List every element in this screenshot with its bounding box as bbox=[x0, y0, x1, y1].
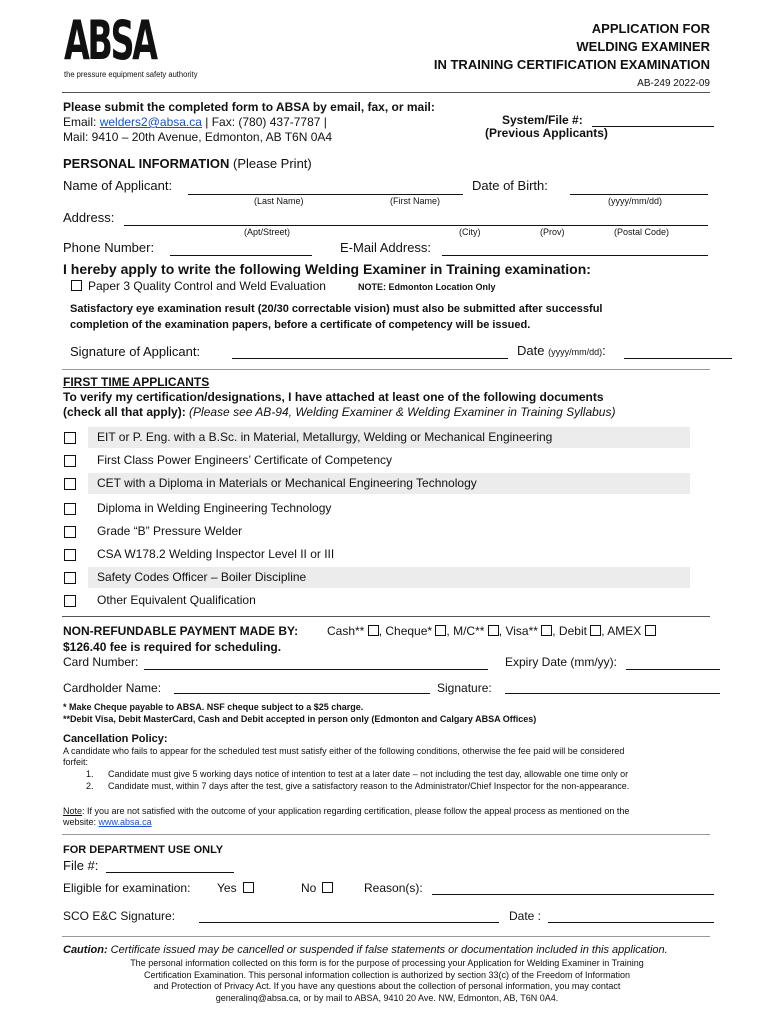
qualification-item: CSA W178.2 Welding Inspector Level II or III bbox=[97, 547, 335, 561]
dob-caption: (yyyy/mm/dd) bbox=[608, 196, 662, 206]
phone-label: Phone Number: bbox=[63, 240, 155, 255]
fax-text: | Fax: (780) 437-7787 | bbox=[205, 115, 327, 129]
section-divider-2 bbox=[62, 616, 710, 617]
qualification-item: Safety Codes Officer – Boiler Discipline bbox=[88, 567, 690, 588]
expiry-label: Expiry Date (mm/yy): bbox=[505, 655, 618, 669]
mail-address: Mail: 9410 – 20th Avenue, Edmonton, AB T6N 0A4 bbox=[63, 130, 333, 144]
payment-line bbox=[63, 624, 298, 638]
department-date-label: Date : bbox=[509, 909, 542, 923]
dob-input[interactable] bbox=[570, 194, 708, 195]
section-divider-1 bbox=[62, 369, 710, 370]
submit-email-line bbox=[63, 115, 327, 129]
no-label: No bbox=[301, 881, 317, 895]
qualification-item: Grade “B” Pressure Welder bbox=[97, 524, 243, 538]
address-input[interactable] bbox=[124, 225, 708, 226]
privacy-statement: The personal information collected on this form is for the purpose of processing your Application for Welding Examiner in Training Certification Examination. This personal information collection is authorized by section 33(c) of the Freedom of Information and Protection of Privacy Act. If you have any questions about the collection of personal information, you may contact generalinq@absa.ca, or by mail to ABSA, 9410 20 Ave. NW, Edmonton, AB, T6N 0A4. bbox=[130, 958, 644, 1003]
eye-exam-note: Satisfactory eye examination result (20/30 correctable vision) must also be submitted after successful completion of the examination papers, before a certificate of competency will be issued. bbox=[70, 303, 603, 331]
phone-input[interactable] bbox=[170, 255, 312, 256]
cancellation-item-1: 1. Candidate must give 5 working days notice of intention to test at a later date – not including the test day, allowable one time only or bbox=[86, 769, 629, 779]
debit-note: **Debit Visa, Debit MasterCard, Cash and Debit accepted in person only (Edmonton and Calgary ABSA Offices) bbox=[63, 714, 537, 724]
apt-street-caption: (Apt/Street) bbox=[244, 227, 291, 237]
absa-website-link[interactable]: www.absa.ca bbox=[98, 817, 152, 827]
card-signature-input[interactable] bbox=[505, 693, 720, 694]
payment-methods: Cash** , Cheque* , M/C** , Visa** , Debit , AMEX bbox=[327, 624, 656, 638]
first-time-line-2: (check all that apply): (Please see AB-94, Welding Examiner & Welding Examiner in Training Syllabus) bbox=[63, 405, 616, 419]
apply-heading: I hereby apply to write the following Welding Examiner in Training examination: bbox=[63, 261, 591, 277]
signature-applicant-label: Signature of Applicant: bbox=[70, 344, 201, 359]
title-line-3: IN TRAINING CERTIFICATION EXAMINATION bbox=[433, 57, 710, 72]
submit-heading: Please submit the completed form to ABSA by email, fax, or mail: bbox=[63, 100, 435, 114]
city-caption: (City) bbox=[459, 227, 481, 237]
applicant-email-label: E-Mail Address: bbox=[340, 240, 432, 255]
email-link[interactable]: welders2@absa.ca bbox=[99, 115, 202, 129]
edmonton-note: NOTE: Edmonton Location Only bbox=[358, 282, 496, 292]
logo-wordmark: ABSA bbox=[64, 9, 156, 72]
apply-date-input[interactable] bbox=[624, 358, 732, 359]
absa-logo bbox=[64, 9, 214, 84]
qualification-checkbox[interactable] bbox=[64, 503, 76, 515]
form-title bbox=[434, 20, 710, 74]
previous-applicants: (Previous Applicants) bbox=[485, 126, 608, 140]
address-label: Address: bbox=[63, 210, 115, 225]
logo-tagline: the pressure equipment safety authority bbox=[64, 70, 198, 79]
first-time-heading: FIRST TIME APPLICANTS bbox=[63, 375, 210, 389]
dob-label: Date of Birth: bbox=[472, 178, 548, 193]
paper3-checkbox[interactable] bbox=[71, 280, 82, 291]
personal-info-heading: PERSONAL INFORMATION (Please Print) bbox=[63, 156, 312, 171]
appeal-note: Note: If you are not satisfied with the outcome of your application regarding certification, please follow the appeal process as mentioned on the website: www.absa.ca bbox=[63, 806, 630, 827]
cash-checkbox[interactable] bbox=[368, 625, 379, 636]
section-divider-4 bbox=[62, 936, 710, 937]
qualification-item: EIT or P. Eng. with a B.Sc. in Material, Metallurgy, Welding or Mechanical Engineering bbox=[88, 427, 690, 448]
visa-checkbox[interactable] bbox=[541, 625, 552, 636]
card-number-label: Card Number: bbox=[63, 655, 139, 669]
qualification-checkbox[interactable] bbox=[64, 549, 76, 561]
caution-note: Caution: Certificate issued may be cancelled or suspended if false statements or documentation included in this application. bbox=[63, 944, 668, 956]
title-line-2: WELDING EXAMINER bbox=[576, 39, 710, 54]
last-name-caption: (Last Name) bbox=[254, 196, 304, 206]
cancellation-intro: A candidate who fails to appear for the scheduled test must satisfy either of the following conditions, otherwise the fee paid will be considered forfeit: bbox=[63, 746, 625, 767]
apply-date-label: Date (yyyy/mm/dd): bbox=[517, 343, 606, 358]
qualification-item: CET with a Diploma in Materials or Mechanical Engineering Technology bbox=[88, 473, 690, 494]
first-time-line-1: To verify my certification/designations, I have attached at least one of the following documents bbox=[63, 390, 604, 404]
qualification-checkbox[interactable] bbox=[64, 595, 76, 607]
payment-heading: NON-REFUNDABLE PAYMENT MADE BY: bbox=[63, 624, 299, 638]
section-divider-3 bbox=[62, 834, 710, 835]
prov-caption: (Prov) bbox=[540, 227, 565, 237]
paper3-label: Paper 3 Quality Control and Weld Evaluation bbox=[88, 279, 326, 293]
cardholder-input[interactable] bbox=[174, 693, 430, 694]
cheque-note: * Make Cheque payable to ABSA. NSF cheque subject to a $25 charge. bbox=[63, 702, 364, 712]
debit-checkbox[interactable] bbox=[590, 625, 601, 636]
reasons-input[interactable] bbox=[432, 894, 714, 895]
card-signature-label: Signature: bbox=[437, 681, 492, 695]
file-label: File #: bbox=[63, 858, 99, 873]
qualification-item: First Class Power Engineers’ Certificate of Competency bbox=[97, 453, 392, 467]
mc-checkbox[interactable] bbox=[488, 625, 499, 636]
applicant-email-input[interactable] bbox=[442, 255, 708, 256]
yes-label: Yes bbox=[217, 881, 237, 895]
sco-signature-label: SCO E&C Signature: bbox=[63, 909, 176, 923]
name-input[interactable] bbox=[188, 194, 463, 195]
card-number-input[interactable] bbox=[144, 669, 488, 670]
qualification-checkbox[interactable] bbox=[64, 572, 76, 584]
cancellation-item-2: 2. Candidate must, within 7 days after the test, give a satisfactory reason to the Administrator/Chief Inspector for the non-appearance. bbox=[86, 781, 630, 791]
title-line-1: APPLICATION FOR bbox=[591, 21, 710, 36]
amex-checkbox[interactable] bbox=[645, 625, 656, 636]
eligible-yes-checkbox[interactable] bbox=[243, 882, 254, 893]
file-input[interactable] bbox=[106, 872, 234, 873]
department-heading: FOR DEPARTMENT USE ONLY bbox=[63, 844, 224, 856]
signature-applicant-input[interactable] bbox=[232, 358, 508, 359]
system-file-input[interactable] bbox=[592, 126, 714, 127]
name-label: Name of Applicant: bbox=[63, 178, 173, 193]
qualification-checkbox[interactable] bbox=[64, 478, 76, 490]
department-date-input[interactable] bbox=[548, 922, 714, 923]
eligible-no-checkbox[interactable] bbox=[322, 882, 333, 893]
first-name-caption: (First Name) bbox=[390, 196, 440, 206]
header-divider bbox=[62, 92, 710, 93]
qualification-item: Other Equivalent Qualification bbox=[97, 593, 256, 607]
qualification-checkbox[interactable] bbox=[64, 432, 76, 444]
form-code: AB-249 2022-09 bbox=[637, 78, 710, 89]
cheque-checkbox[interactable] bbox=[435, 625, 446, 636]
email-label: Email: bbox=[63, 115, 97, 129]
qualification-checkbox[interactable] bbox=[64, 526, 76, 538]
eligible-label: Eligible for examination: bbox=[63, 881, 191, 895]
cancellation-heading: Cancellation Policy: bbox=[63, 733, 168, 745]
cardholder-label: Cardholder Name: bbox=[63, 681, 162, 695]
fee-note: $126.40 fee is required for scheduling. bbox=[63, 640, 282, 654]
sco-signature-input[interactable] bbox=[199, 922, 499, 923]
reasons-label: Reason(s): bbox=[364, 881, 423, 895]
qualification-checkbox[interactable] bbox=[64, 455, 76, 467]
system-file-label: System/File #: bbox=[502, 113, 583, 127]
expiry-input[interactable] bbox=[626, 669, 720, 670]
qualification-item: Diploma in Welding Engineering Technology bbox=[97, 501, 332, 515]
postal-caption: (Postal Code) bbox=[614, 227, 670, 237]
